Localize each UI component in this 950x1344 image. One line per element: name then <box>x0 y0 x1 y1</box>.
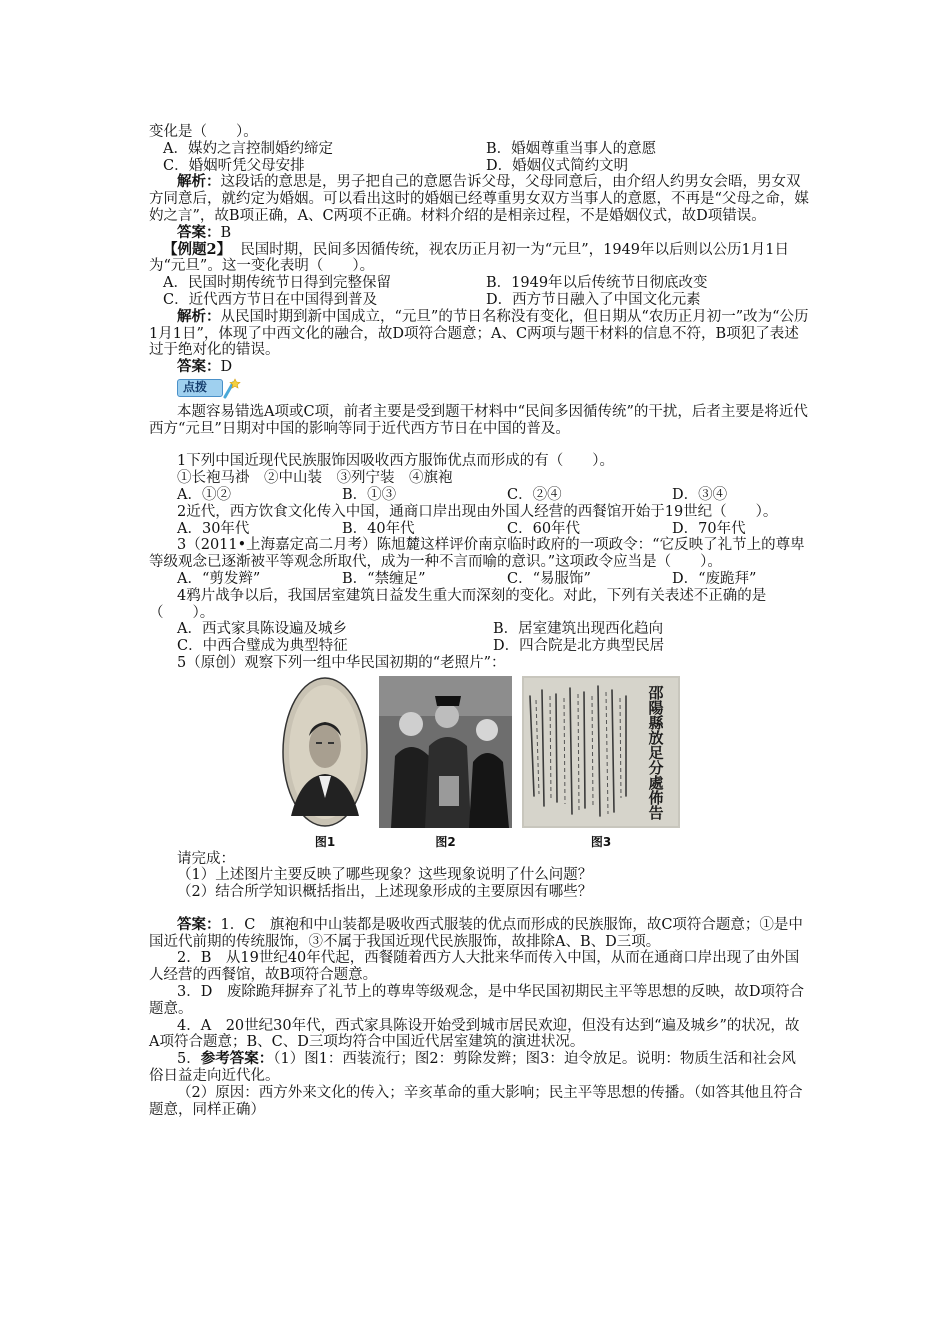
question-stem-tail: 变化是（ ）。 <box>149 124 258 140</box>
option-a: A．“剪发辫” <box>177 570 261 587</box>
option-b: B．居室建筑出现西化趋向 <box>493 621 664 638</box>
question-5-sub2: （2）结合所学知识概括指出，上述现象形成的主要原因有哪些？ <box>177 884 593 901</box>
question-5-sub1: （1）上述图片主要反映了哪些现象？这些现象说明了什么问题？ <box>177 867 593 884</box>
street-photo <box>379 676 512 828</box>
tip-badge-label: 点拨 <box>183 379 208 394</box>
notice-title-char: 縣 <box>648 713 664 732</box>
tip-body: 本题容易错选A项或C项，前者主要是受到题干材料中“民间多因循传统”的干扰，后者主要是将近代西方“元旦”日期对中国的影响等同于近代西方节日在中国的普及。 <box>149 403 808 437</box>
sparkle-icon <box>219 377 245 399</box>
option-b: B．1949年以后传统节日彻底改变 <box>486 275 708 292</box>
option-c: C．②④ <box>507 486 562 503</box>
option-b: B．40年代 <box>342 520 415 537</box>
example2-text: 民国时期，民间多因循传统，视农历正月初一为“元旦”，1949年以后则以公历1月1日为“元旦”。这一变化表明（ ）。 <box>149 241 789 275</box>
figure-3-caption: 图3 <box>590 834 612 849</box>
option-b: B．“禁缠足” <box>342 570 426 587</box>
portrait-photo <box>281 676 369 828</box>
option-c: C．婚姻听凭父母安排 <box>163 157 305 174</box>
example2-analysis <box>149 309 809 359</box>
figure-2 <box>379 676 512 851</box>
notice-title-char: 邵 <box>648 683 664 702</box>
question-1-options <box>149 487 809 504</box>
example2-options-row2 <box>149 292 809 309</box>
notice-title-char: 足 <box>648 743 664 762</box>
analysis-label: 解析： <box>177 173 221 191</box>
answer-5-part2-text: （2）原因：西方外来文化的传入；辛亥革命的重大影响；民主平等思想的传播。（如答其他且符合题意，同样正确） <box>149 1084 803 1118</box>
option-d: D．四合院是北方典型民居 <box>493 638 665 655</box>
example2-answer <box>149 359 809 376</box>
question-5-instruction: 请完成： <box>177 850 235 867</box>
figure-1 <box>281 676 369 851</box>
notice-title-char: 陽 <box>648 698 664 717</box>
document-page <box>149 124 809 1118</box>
answer-5-part2 <box>149 1085 809 1119</box>
tip-text <box>149 404 809 438</box>
option-d: D．70年代 <box>672 520 746 537</box>
question-2 <box>149 504 809 521</box>
question-2-text: 2近代，西方饮食文化传入中国，通商口岸出现由外国人经营的西餐馆开始于19世纪（ ）。 <box>177 503 778 520</box>
example2-options-row1 <box>149 275 809 292</box>
question-4-options-row1 <box>149 621 809 638</box>
question-4-text: 4鸦片战争以后，我国居室建筑日益发生重大而深刻的变化。对此，下列有关表述不正确的是（ ）。 <box>149 587 767 621</box>
question-2-options <box>149 521 809 538</box>
option-a: A．30年代 <box>177 520 250 537</box>
option-a: A．西式家具陈设遍及城乡 <box>177 621 347 638</box>
tip-badge <box>177 377 249 397</box>
question-3 <box>149 537 809 571</box>
answer-5 <box>149 1051 809 1085</box>
option-d: D．婚姻仪式简约文明 <box>486 157 629 174</box>
answer-1-text: 1．C 旗袍和中山装都是吸收西式服装的优点而形成的民族服饰，故C项符合题意；①是中国近代前期的传统服饰，③不属于我国近现代民族服饰，故排除A、B、D三项。 <box>149 916 803 950</box>
answer-value: D <box>220 359 233 376</box>
analysis-label: 解析： <box>177 307 221 325</box>
example2-label: 【例题2】 <box>163 240 232 258</box>
example1-analysis <box>149 174 809 224</box>
answer-label: 答案： <box>177 223 221 241</box>
question-3-text: 3（2011•上海嘉定高二月考）陈旭麓这样评价南京临时政府的一项政令：“它反映了礼节上的尊卑等级观念已逐渐被平等观念所取代，成为一种不言而喻的意识。”这项政令应当是（ ）。 <box>149 537 805 571</box>
notice-document-photo <box>522 676 680 828</box>
answer-2 <box>149 950 809 984</box>
notice-title-char: 放 <box>648 728 664 747</box>
figure-1-caption: 图1 <box>314 834 336 849</box>
answer-label: 答案： <box>177 358 221 376</box>
option-b: B．①③ <box>342 486 397 503</box>
question-1-items: ①长袍马褂 ②中山装 ③列宁装 ④旗袍 <box>177 470 453 487</box>
answer-3-text: 3．D 废除跪拜摒弃了礼节上的尊卑等级观念，是中华民国初期民主平等思想的反映，故D项符合题意。 <box>149 984 804 1017</box>
answer-4-text: 4．A 20世纪30年代，西式家具陈设开始受到城市居民欢迎，但没有达到“遍及城乡”的状况，故A项符合题意；B、C、D三项均符合中国近代居室建筑的演进状况。 <box>149 1017 800 1051</box>
figure-2-caption: 图2 <box>435 834 456 849</box>
answer-5-prefix: 5． <box>177 1051 201 1068</box>
answer-3 <box>149 984 809 1018</box>
answers-label: 答案： <box>177 915 221 933</box>
example1-options-row2 <box>149 158 809 175</box>
question-4-options-row2 <box>149 638 809 655</box>
answer-2-text: 2．B 从19世纪40年代起，西餐随着西方人大批来华而传入中国，从而在通商口岸出现了由外国人经营的西餐馆，故B项符合题意。 <box>149 950 800 984</box>
option-d: D．③④ <box>672 486 728 503</box>
notice-title-char: 處 <box>648 773 664 792</box>
notice-title-char: 分 <box>648 758 664 777</box>
option-c: C．60年代 <box>507 520 581 537</box>
answer-1 <box>149 917 809 951</box>
example1-options-row1 <box>149 141 809 158</box>
option-c: C．中西合璧成为典型特征 <box>177 638 348 655</box>
answer-5-text: （1）图1：西装流行；图2：剪除发辫；图3：迫令放足。说明：物质生活和社会风俗日益走向近代化。 <box>149 1051 796 1085</box>
option-c: C．“易服饰” <box>507 570 591 587</box>
answer-5-label: 参考答案： <box>200 1050 274 1068</box>
analysis-text: 从民国时期到新中国成立，“元旦”的节日名称没有变化，但日期从“农历正月初一”改为“公历1月1日”，体现了中西文化的融合，故D项符合题意；A、C两项与题干材料的信息不符，B项犯了表述过于绝对化的错误。 <box>149 308 809 359</box>
figure-3 <box>522 676 680 851</box>
option-d: D．西方节日融入了中国文化元素 <box>486 291 701 308</box>
photo-row <box>281 676 809 851</box>
example1-answer <box>149 225 809 242</box>
option-a: A．民国时期传统节日得到完整保留 <box>163 275 391 292</box>
option-d: D．“废跪拜” <box>672 570 757 587</box>
option-b: B．婚姻尊重当事人的意愿 <box>486 140 657 157</box>
notice-title-char: 告 <box>648 803 664 822</box>
option-c: C．近代西方节日在中国得到普及 <box>163 291 378 308</box>
answer-4 <box>149 1018 809 1052</box>
answer-value: B <box>220 224 232 241</box>
analysis-text: 这段话的意思是，男子把自己的意愿告诉父母，父母同意后，由介绍人约男女会晤，男女双方同意后，就约定为婚姻。可以看出这时的婚姻已经尊重男女双方当事人的意愿，不再是“父母之命，媒妁之言”，故B项正确，A、C两项不正确。材料介绍的是相亲过程，不是婚姻仪式，故D项错误。 <box>149 174 809 224</box>
option-a: A．①② <box>177 486 231 503</box>
option-a: A．媒妁之言控制婚约缔定 <box>163 140 333 157</box>
example2-stem <box>149 242 809 276</box>
question-5: 5（原创）观察下列一组中华民国初期的“老照片”： <box>177 654 506 671</box>
question-1: 1下列中国近现代民族服饰因吸收西方服饰优点而形成的有（ ）。 <box>177 453 614 470</box>
question-3-options <box>149 571 809 588</box>
question-4 <box>149 588 809 622</box>
notice-title-char: 佈 <box>648 788 664 807</box>
